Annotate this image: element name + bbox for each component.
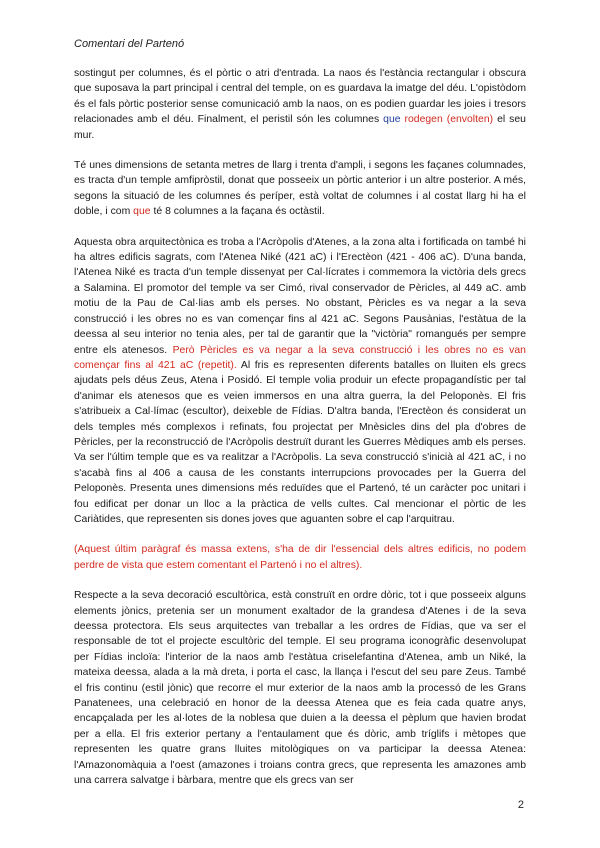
paragraph-1-correction: rodegen (envolten): [404, 114, 494, 126]
paragraph-2-text: Té unes dimensions de setanta metres de llarg i trenta d'ampli, i segons les façanes columnades, es tracta d'un temple amfipròstil, donat que posseeix un pòrtic anterior i un altre posterior. A més, segons la situació de les columnes és períper, està voltat de columnes i al costat llarg hi ha el doble, i com: [74, 160, 526, 218]
paragraph-1: [74, 66, 526, 143]
document-body: [74, 66, 526, 803]
page-header-title: Comentari del Partenó: [74, 38, 185, 50]
paragraph-3-end: Al fris es representen diferents batalles on lluiten els grecs ajudats pels déus Zeus, Atena i Posidó. El temple volia produir un efecte propagandístic per tal d'animar els atenesos que es veien immersos en una altra guerra, la del Peloponès. El fris s'atribueix a Cal·límac (escultor), deixeble de Fídias. D'altra banda, l'Erectèon és considerat un dels temples més complexos i refinats, fou projectat per Mnèsicles dins del pla d'obres de Pèricles, per la reconstrucció de l'Acròpolis destruït durant les Guerres Mèdiques amb els perses. Va ser l'últim temple que es va realitzar a l'Acròpolis. La seva construcció s'inicià al 421 aC, i no s'acabà fins al 406 a causa de les constants interrupcions provocades per la Guerra del Peloponès. Presenta unes dimensions més reduïdes que el Partenó, té un caràcter poc unitari i fou edificat per donar un lloc a la pràctica de vells cultes. Cal mencionar el pòrtic de les Cariàtides, que representen sis dones joves que aguanten sobre el cap l'arquitrau.: [74, 359, 527, 525]
paragraph-5: Respecte a la seva decoració escultòrica, està construït en ordre dòric, tot i que posseeix alguns elements jònics, pretenia ser un monument exaltador de la grandesa d'Atenes i de la seva deessa protectora. Els seus arquitectes van treballar a les ordres de Fídias, que va ser el responsable de tot el projecte escultòric del temple. El seu programa iconogràfic desenvolupat per Fídias incloïa: l'interior de la naos amb l'estàtua criselefantina d'Atenea, amb un Niké, la mateixa deessa, alada a la mà dreta, i porta el casc, la llança i l'escut del seu pare Zeus. També el fris continu (estil jònic) que recorre el mur exterior de la naos amb la processó de les Grans Panatenees, una celebració en honor de la deessa Atenea que es feia cada quatre anys, encapçalada per les al·lotes de la noblesa que duien a la deessa el pèplum que havien brodat per a ella. El fris exterior pertany a l'entaulament que és dòric, amb tríglifs i mètopes que representen les quatre grans lluites mitològiques on va participar la deessa Atenea: l'Amazonomàquia a l'oest (amazones i troians contra grecs, que representa les amazones amb una carrera salvatge i bàrbara, mentre que els grecs van ser: [74, 590, 526, 787]
paragraph-3-text: Aquesta obra arquitectònica es troba a l'Acròpolis d'Atenes, a la zona alta i fortificada on també hi ha altres edificis sagrats, com l'Atenea Niké (421 aC) i l'Erectèon (421 - 406 aC). D'una banda, l'Atenea Niké es tracta d'un temple dissenyat per Cal·lícrates i commemora la victòria dels grecs a Salamina. El promotor del temple va ser Cimó, rival conservador de Pèricles, al 449 aC. amb motiu de la Pau de Cal·lias amb els perses. No obstant, Pèricles es va negar a la seva construcció i les obres no es van començar fins al 421 aC. Segons Pausànias, l'estàtua de la deessa al seu interior no tenia ales, per tal de garantir que la "victòria" romangués per sempre entre els atenesos.: [74, 236, 526, 356]
page-number: 2: [517, 799, 524, 811]
paragraph-1-text: sostingut per columnes, és el pòrtic o atri d'entrada. La naos és l'estància rectangular i obscura que suposava la part principal i central del temple, on es guardava la imatge del déu. L'opistòdom és el fals pòrtic posterior sense comunicació amb la naos, on es podien guardar les joies i tresors relacionades amb el déu. Finalment, el peristil són les columnes: [74, 68, 526, 126]
paragraph-2: [74, 158, 526, 220]
paragraph-4-teacher-comment: (Aquest últim paràgraf és massa extens, s'ha de dir l'essencial dels altres edificis, no podem perdre de vista que estem comentant el Partenó i no el altres).: [74, 544, 526, 571]
paragraph-1-que-mark: que: [383, 114, 401, 126]
paragraph-3: [74, 235, 526, 528]
paragraph-2-end: té 8 columnes a la façana és octàstil.: [150, 206, 325, 218]
paragraph-2-que-correction: que: [133, 206, 151, 218]
paragraph-3-correction: Però Pèricles es va negar a la seva construcció i les obres no es van començar fins al 421 aC (repetit).: [74, 344, 526, 371]
paragraph-1-end: el seu mur.: [74, 114, 526, 141]
